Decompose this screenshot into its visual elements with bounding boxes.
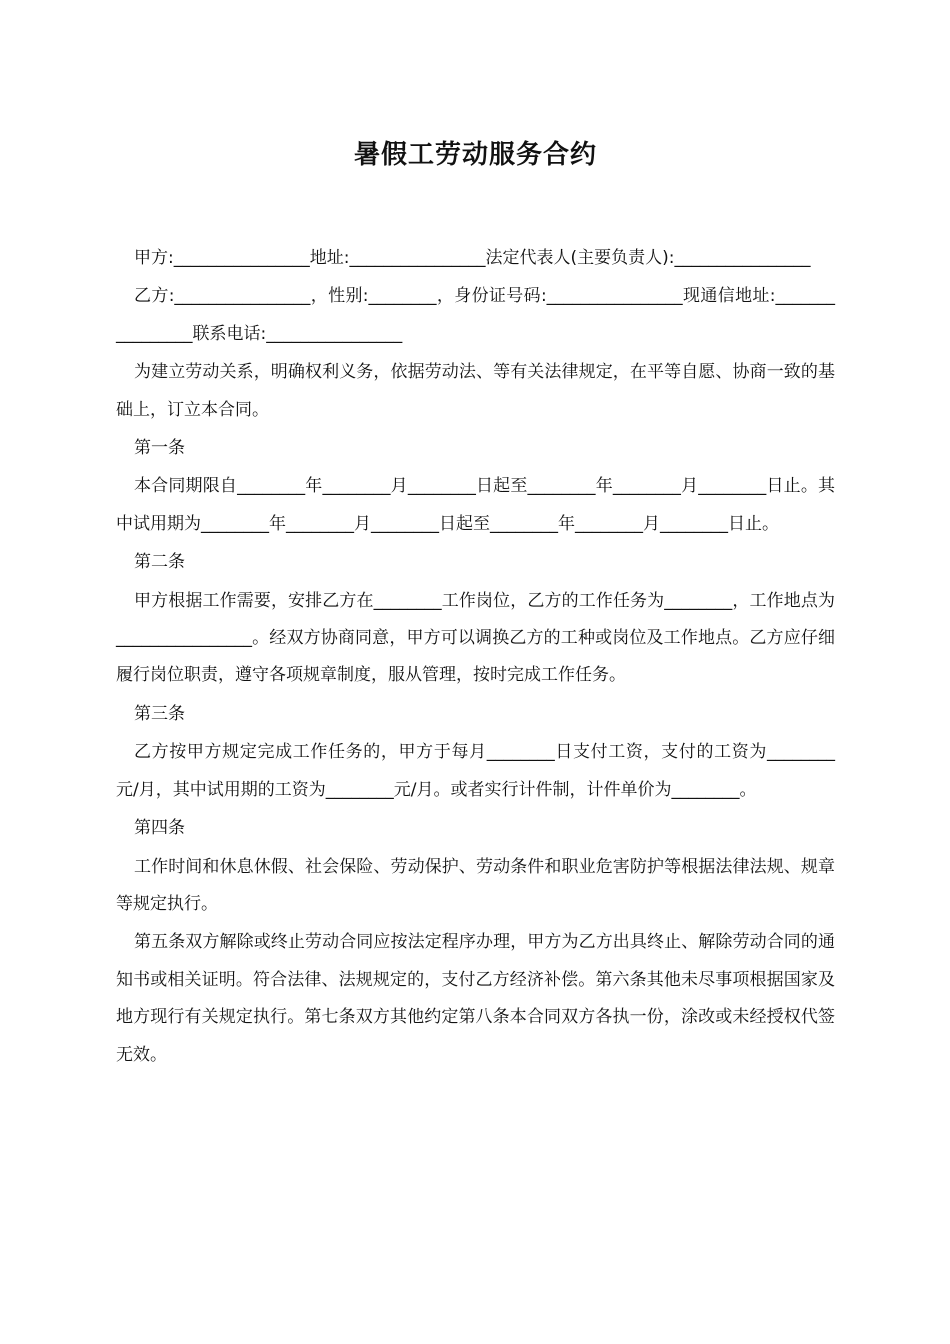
party-a-line: 甲方:________________地址:________________法定代表人(主要负责人):________________ [134, 248, 811, 268]
article-1-text: 本合同期限自________年________月________日起至________年________月________日止。其中试用期为________年________月________日起至________年________月________日止。 [116, 476, 835, 534]
article-2-heading: 第二条 [134, 552, 185, 573]
article-4-heading: 第四条 [134, 818, 185, 839]
article-2-text: 甲方根据工作需要，安排乙方在________工作岗位，乙方的工作任务为________，工作地点为________________。经双方协商同意，甲方可以调换乙方的工种或岗位及工作地点。乙方应仔细履行岗位职责，遵守各项规章制度，服从管理，按时完成工作任务。 [116, 590, 835, 686]
preamble: 为建立劳动关系，明确权利义务，依据劳动法、等有关法律规定，在平等自愿、协商一致的基础上，订立本合同。 [116, 362, 835, 420]
article-1-heading: 第一条 [134, 438, 185, 459]
articles-5-8-text: 第五条双方解除或终止劳动合同应按法定程序办理，甲方为乙方出具终止、解除劳动合同的通知书或相关证明。符合法律、法规规定的，支付乙方经济补偿。第六条其他未尽事项根据国家及地方现行有关规定执行。第七条双方其他约定第八条本合同双方各执一份，涂改或未经授权代签无效。 [116, 932, 835, 1065]
document-title: 暑假工劳动服务合约 [353, 140, 597, 170]
article-4-text: 工作时间和休息休假、社会保险、劳动保护、劳动条件和职业危害防护等根据法律法规、规章等规定执行。 [116, 856, 835, 914]
article-3-text: 乙方按甲方规定完成工作任务的，甲方于每月________日支付工资，支付的工资为________元/月，其中试用期的工资为________元/月。或者实行计件制，计件单价为________。 [116, 742, 835, 800]
party-b-line: 乙方:________________，性别:________，身份证号码:________________现通信地址:________________联系电话:________________ [116, 286, 835, 344]
document-body [116, 240, 835, 1074]
article-3-heading: 第三条 [134, 703, 185, 724]
